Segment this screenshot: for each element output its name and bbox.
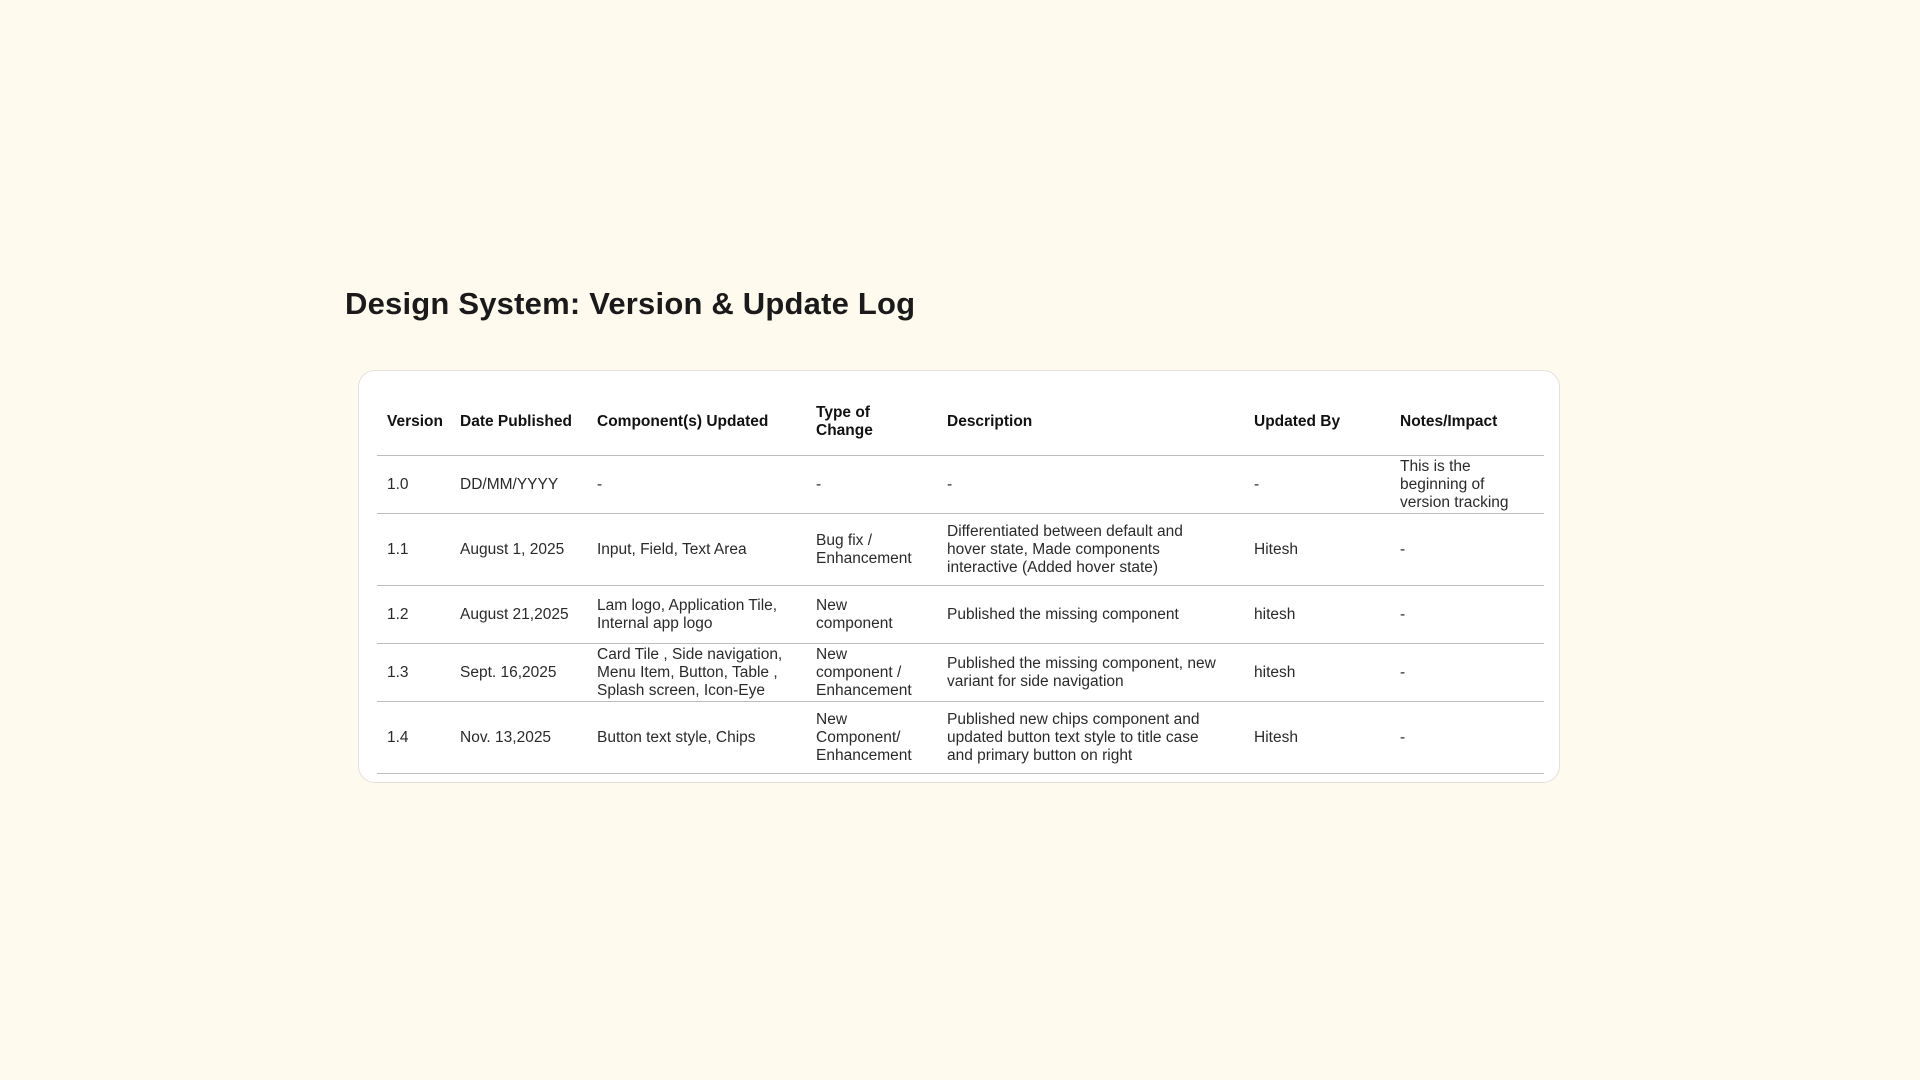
cell-components-updated: Input, Field, Text Area <box>587 514 806 586</box>
cell-components-updated: - <box>587 456 806 514</box>
cell-description: Published the missing component <box>937 586 1244 644</box>
column-header-updated-by[interactable]: Updated By <box>1244 389 1390 456</box>
cell-notes-impact: - <box>1390 644 1544 702</box>
cell-date-published: August 21,2025 <box>450 586 587 644</box>
table-row <box>377 702 1544 774</box>
cell-updated-by: - <box>1244 456 1390 514</box>
table-header-row <box>377 389 1544 456</box>
cell-updated-by: hitesh <box>1244 586 1390 644</box>
cell-description: Differentiated between default and hover state, Made components interactive (Added hover state) <box>937 514 1244 586</box>
cell-components-updated: Lam logo, Application Tile, Internal app logo <box>587 586 806 644</box>
table-row <box>377 586 1544 644</box>
version-log-table <box>377 389 1544 774</box>
cell-version: 1.2 <box>377 586 450 644</box>
cell-date-published: DD/MM/YYYY <box>450 456 587 514</box>
cell-notes-impact: - <box>1390 702 1544 774</box>
column-header-type-of-change[interactable]: Type of Change <box>806 389 937 456</box>
cell-type-of-change: New component <box>806 586 937 644</box>
table-row <box>377 456 1544 514</box>
cell-version: 1.4 <box>377 702 450 774</box>
cell-notes-impact: This is the beginning of version tracking <box>1390 456 1544 514</box>
column-header-components-updated[interactable]: Component(s) Updated <box>587 389 806 456</box>
table-row <box>377 514 1544 586</box>
column-header-description[interactable]: Description <box>937 389 1244 456</box>
cell-version: 1.3 <box>377 644 450 702</box>
column-header-date-published[interactable]: Date Published <box>450 389 587 456</box>
cell-components-updated: Button text style, Chips <box>587 702 806 774</box>
cell-type-of-change: New Component/ Enhancement <box>806 702 937 774</box>
cell-version: 1.0 <box>377 456 450 514</box>
cell-notes-impact: - <box>1390 514 1544 586</box>
table-row <box>377 644 1544 702</box>
cell-type-of-change: - <box>806 456 937 514</box>
cell-updated-by: Hitesh <box>1244 514 1390 586</box>
cell-type-of-change: Bug fix / Enhancement <box>806 514 937 586</box>
cell-notes-impact: - <box>1390 586 1544 644</box>
version-log-card <box>358 370 1560 783</box>
cell-type-of-change: New component / Enhancement <box>806 644 937 702</box>
cell-date-published: Sept. 16,2025 <box>450 644 587 702</box>
cell-description: Published new chips component and updated button text style to title case and primary button on right <box>937 702 1244 774</box>
cell-updated-by: Hitesh <box>1244 702 1390 774</box>
cell-date-published: August 1, 2025 <box>450 514 587 586</box>
column-header-version[interactable]: Version <box>377 389 450 456</box>
cell-date-published: Nov. 13,2025 <box>450 702 587 774</box>
page-title: Design System: Version & Update Log <box>345 286 916 321</box>
column-header-notes-impact[interactable]: Notes/Impact <box>1390 389 1544 456</box>
cell-description: Published the missing component, new variant for side navigation <box>937 644 1244 702</box>
cell-components-updated: Card Tile , Side navigation, Menu Item, Button, Table , Splash screen, Icon-Eye <box>587 644 806 702</box>
cell-description: - <box>937 456 1244 514</box>
cell-version: 1.1 <box>377 514 450 586</box>
cell-updated-by: hitesh <box>1244 644 1390 702</box>
